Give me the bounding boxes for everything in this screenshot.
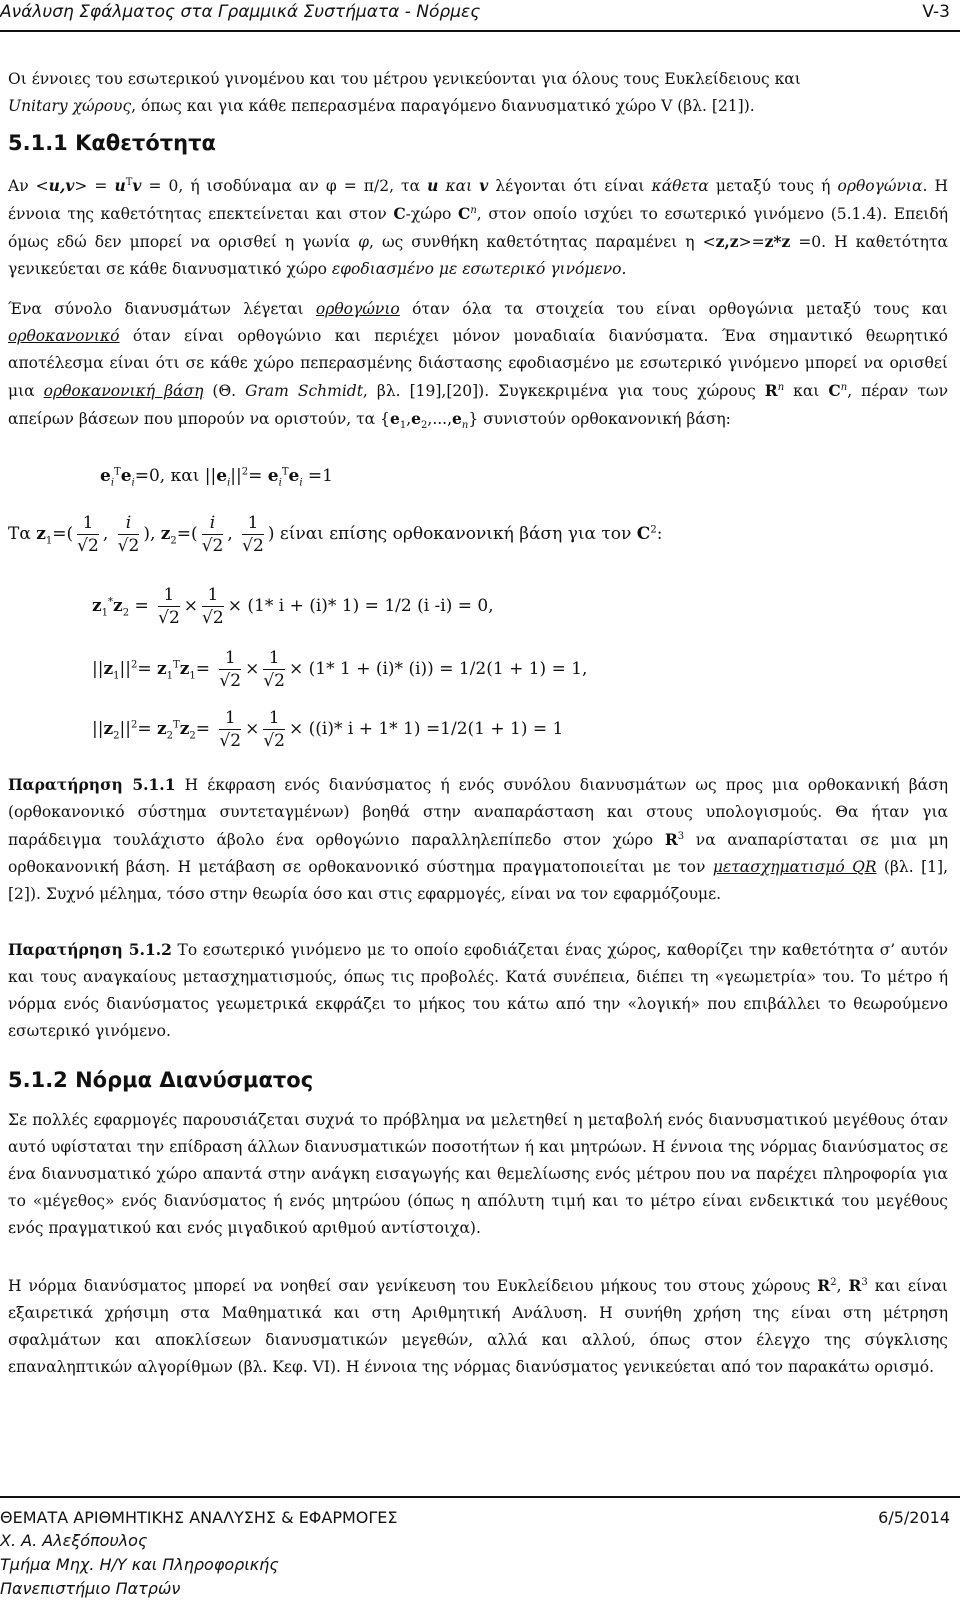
footer-department: Τμήμα Μηχ. Η/Υ και Πληροφορικής <box>0 1555 279 1574</box>
intro-unitary: Unitary χώρους <box>8 97 132 115</box>
header-rule <box>0 30 960 32</box>
intro-paragraph <box>8 66 948 120</box>
footer-course: ΘΕΜΑΤΑ ΑΡΙΘΜΗΤΙΚΗΣ ΑΝΑΛΥΣΗΣ & ΕΦΑΡΜΟΓΕΣ <box>0 1508 398 1527</box>
vector-norm-paragraph-2: Η νόρμα διανύσματος μπορεί να νοηθεί σαν γενίκευση του Ευκλείδειου μήκους του στους χώρους $R^2$, $R^3$ και είναι εξαιρετικά χρήσιμη στα Μαθηματικά και στη Αριθμητική Ανάλυση. Η συνήθη χρήση της είναι στη μέτρηση σφαλμάτων και αποκλίσεων διανυσματικών μεγεθών, αλλά και αλλού, όπως στον έλεγχο της σύγκλισης επαναληπτικών αλγορίθμων (βλ. Κεφ. VI). Η έννοια της νόρμας διανύσματος γενικεύεται από τον παρακάτω ορισμό. <box>8 1276 948 1376</box>
section-heading-5-1-2: 5.1.2 Νόρμα Διανύσματος <box>8 1068 314 1092</box>
section-heading-5-1-1: 5.1.1 Καθετότητα <box>8 131 216 155</box>
c2-basis-equation: Τα $z_1=$( 1 √ 2 , i √ 2 ), $z_2=$( i √ 2 , 1 √ 2 ) είναι επίσης ορθοκανονική βάση για τον $C^2$: <box>8 512 662 557</box>
remark-5-1-2: Παρατήρηση 5.1.2 Το εσωτερικό γινόμενο με το οποίο εφοδιάζεται ένας χώρος, καθορίζει την καθετότητα σ’ αυτόν και τους αναγκαίους μετασχηματισμούς, όπως τις προβολές. Κατά συνέπεια, διέπει τη «γεωμετρία» του. Το μέτρο ή νόρμα ενός διανύσματος γεωμετρικά εκφράζει το μήκος του κάτω από την «λογική» που επιβάλλει το θεωρούμενο εσωτερικό γινόμενο. <box>8 940 948 1040</box>
header-page-number: V-3 <box>922 2 950 22</box>
inner-product-z1-z2-equation: $z_1^*z_2$ = 1 √ 2 × 1 √ 2 × (1* i + (i)* 1) = 1/2 (i -i) = 0, <box>92 584 494 629</box>
footer-author: Χ. Α. Αλεξόπουλος <box>0 1531 148 1550</box>
remark-5-1-1: Παρατήρηση 5.1.1 Η έκφραση ενός διανύσματος ή ενός συνόλου διανυσμάτων ως προς μια ορθοκανική βάση (ορθοκανονικό σύστημα συντεταγμένων) βοηθά στην αναπαράσταση και στους υπολογισμούς. Θα ήταν για παράδειγμα τουλάχιστο άβολο ένα ορθογώνιο παραλληλεπίπεδο στον χώρο $R^3$ να αναπαρίσταται σε μια μη ορθοκανονική βάση. Η μετάβαση σε ορθοκανονικό σύστημα πραγματοποιείται με τον μετασχηματισμό QR (βλ. [1],[2]). Συχνό μέλημα, τόσο στην θεωρία όσο και στις εφαρμογές, είναι να τον εφαρμόζουμε. <box>8 775 949 903</box>
orthonormal-paragraph: Ένα σύνολο διανυσμάτων λέγεται ορθογώνιο όταν όλα τα στοιχεία του είναι ορθογώνια μεταξύ τους και ορθοκανονικό όταν είναι ορθογώνιο και περιέχει μόνον μοναδιαία διανύσματα. Ένα σημαντικό θεωρητικό αποτέλεσμα είναι ότι σε κάθε χώρο πεπερασμένης διάστασης εφοδιασμένο με εσωτερικό γινόμενο μπορεί να ορισθεί μια ορθοκανονική βάση (Θ. Gram Schmidt, βλ. [19],[20]). Συγκεκριμένα για τους χώρους $R^n$ και $C^n$, πέραν των απείρων βάσεων που μπορούν να οριστούν, τα $\{e_1,e_2,...,e_n\}$ συνιστούν ορθοκανονική βάση: <box>8 300 948 432</box>
norm-z1-equation: $||z_1||^2= z_1^Tz_1=$ 1 √ 2 × 1 √ 2 × (1* 1 + (i)* (i)) = 1/2(1 + 1) = 1, <box>92 647 587 692</box>
vector-norm-paragraph-1: Σε πολλές εφαρμογές παρουσιάζεται συχνά το πρόβλημα να μελετηθεί η μεταβολή ενός διανυσματικού μεγέθους όταν αυτό υφίσταται την επίδραση άλλων διανυσματικών ποσοτήτων ή και μητρώων. Η έννοια της νόρμας διανύσματος σε ένα διανυσματικό χώρο απαντά στην ανάγκη εισαγωγής και θεμελίωσης ενός μέτρου που να παρέχει πληροφορία για το «μέγεθος» ενός διανύσματος ή ενός μητρώου (όπως η απόλυτη τιμή και το μέτρο είναι ενδεικτικά του μεγέθους ενός πραγματικού και ενός μιγαδικού αριθμού αντίστοιχα). <box>8 1111 948 1237</box>
orthogonality-paragraph: $A\nu <u,v> = u^Tv = 0$, ή ισοδύναμα αν φ = π/2, τα u και v λέγονται ότι είναι κάθετα μεταξύ τους ή ορθογώνια. Η έννοια της καθετότητας επεκτείνεται και στον C-χώρο $C^n$, στον οποίο ισχύει το εσωτερικό γινόμενο (5.1.4). Επειδή όμως εδώ δεν μπορεί να ορισθεί η γωνία φ, ως συνθήκη καθετότητας παραμένει η <z,z>=z*z =0. Η καθετότητα γενικεύεται σε κάθε διανυσματικό χώρο εφοδιασμένο με εσωτερικό γινόμενο. <box>8 176 948 278</box>
footer-date: 6/5/2014 <box>878 1508 950 1527</box>
page-header <box>0 0 960 28</box>
norm-z2-equation: $||z_2||^2= z_2^Tz_2=$ 1 √ 2 × 1 √ 2 × ((i)* i + 1* 1) =1/2(1 + 1) = 1 <box>92 707 563 752</box>
intro-line-2: , όπως και για κάθε πεπερασμένα παραγόμενο διανυσματικό χώρο V (βλ. [21]). <box>131 97 755 115</box>
footer-university: Πανεπιστήμιο Πατρών <box>0 1579 181 1598</box>
header-title: Ανάλυση Σφάλματος στα Γραμμικά Συστήματα - Νόρμες <box>0 2 481 22</box>
intro-line-1: Οι έννοιες του εσωτερικού γινομένου και του μέτρου γενικεύονται για όλους τους Ευκλείδειους και <box>8 70 801 88</box>
orthonormal-condition-equation: $e_i^Te_i=0$, και $||e_i||^2= e_i^Te_i =1$ <box>100 466 333 489</box>
footer-rule <box>0 1496 960 1498</box>
